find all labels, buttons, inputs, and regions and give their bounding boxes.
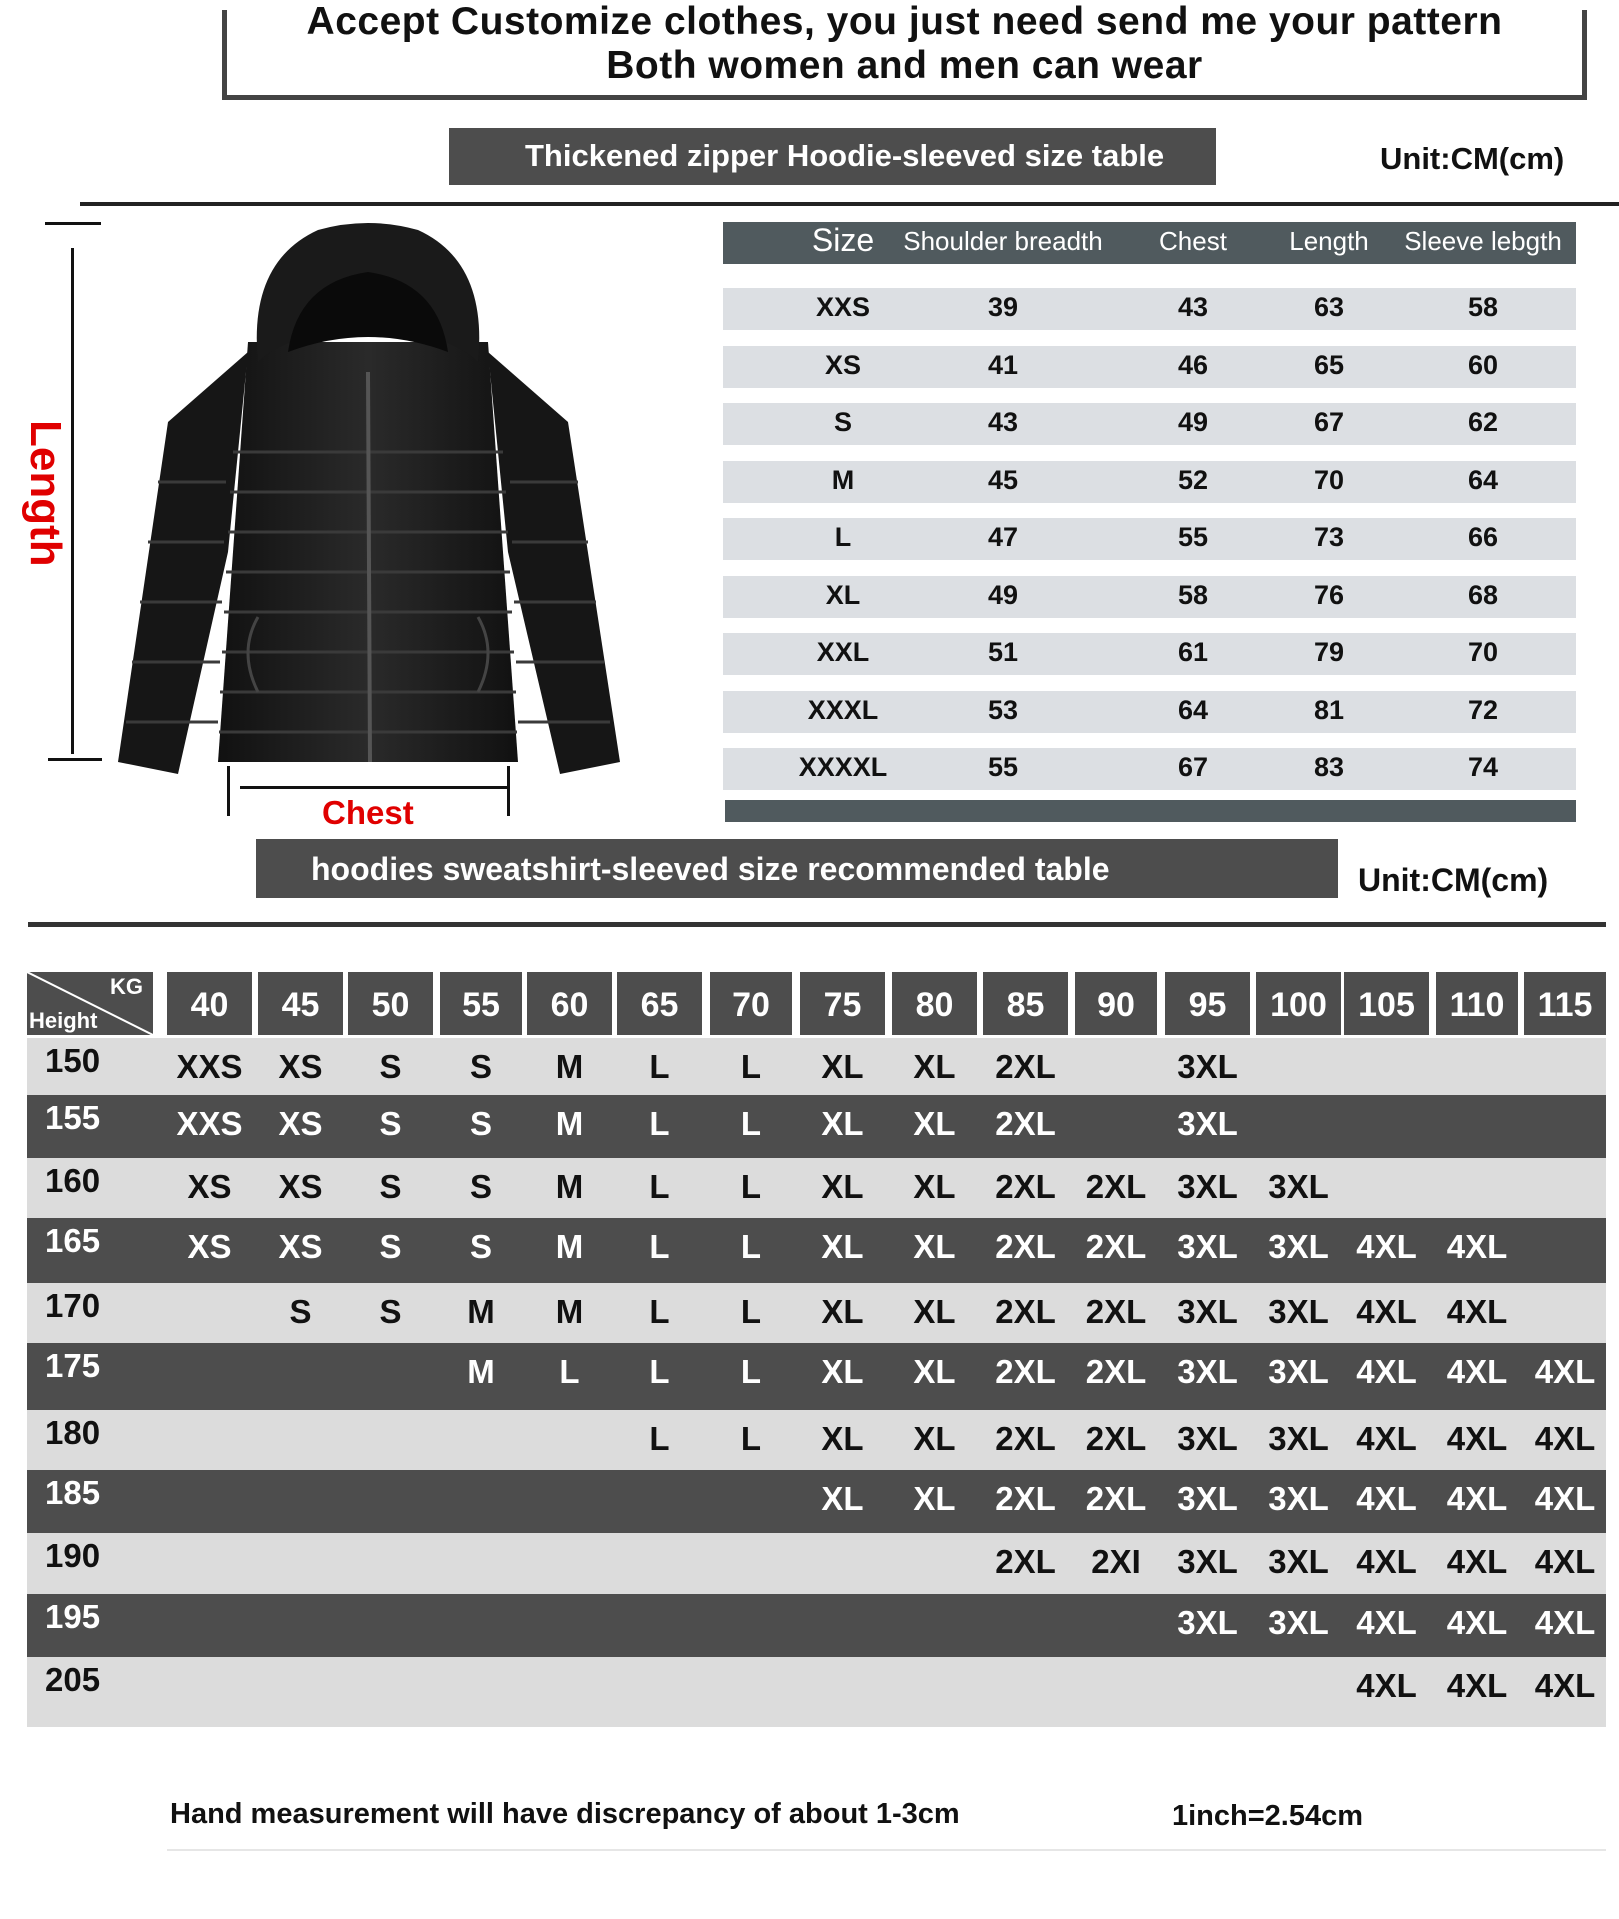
size-cell-sleeve: 66	[1467, 522, 1499, 552]
height-cell: 195	[45, 1598, 101, 1635]
size-recommendation-cell: 3XL	[1268, 1604, 1329, 1641]
kg-header-cell: 100	[1256, 972, 1341, 1035]
size-recommendation-cell: L	[649, 1048, 670, 1085]
kg-header-cell: 45	[258, 972, 343, 1035]
size-recommendation-cell: S	[469, 1105, 492, 1142]
recommend-row	[27, 1158, 1606, 1218]
kg-header-cell: 115	[1524, 972, 1606, 1035]
header-banner	[222, 0, 1587, 100]
size-recommendation-cell: XL	[821, 1228, 864, 1265]
size-recommendation-cell: M	[555, 1048, 584, 1085]
size-recommendation-cell: 2XL	[1085, 1293, 1147, 1330]
recommend-row	[27, 1533, 1606, 1594]
unit-label-1: Unit:CM(cm)	[1380, 141, 1565, 176]
kg-header-cell: 75	[800, 972, 885, 1035]
size-cell-shoulder: 41	[987, 349, 1019, 380]
size-cell-size: S	[833, 407, 852, 437]
size-recommendation-cell: 2XL	[1085, 1420, 1147, 1457]
size-cell-chest: 58	[1177, 579, 1209, 610]
size-recommendation-cell: 2XL	[995, 1048, 1056, 1085]
size-cell-length: 70	[1313, 464, 1345, 495]
size-recommendation-cell: XL	[913, 1293, 956, 1330]
size-recommendation-cell: 3XL	[1268, 1480, 1329, 1517]
height-cell: 205	[45, 1661, 101, 1698]
height-cell: 155	[45, 1099, 101, 1136]
size-recommendation-cell: 2XL	[995, 1543, 1056, 1580]
height-cell: 165	[45, 1222, 101, 1259]
size-recommendation-cell: 2XL	[1085, 1480, 1147, 1517]
size-recommendation-cell: L	[649, 1105, 670, 1142]
footer-divider	[167, 1849, 1606, 1851]
size-recommendation-cell: 4XL	[1356, 1420, 1417, 1457]
size-recommendation-cell: XL	[913, 1353, 956, 1390]
size-recommendation-cell: 4XL	[1534, 1604, 1596, 1641]
size-recommendation-cell: XS	[278, 1168, 323, 1205]
divider-2	[28, 922, 1606, 927]
recommend-table-title: hoodies sweatshirt-sleeved size recommended table	[256, 839, 1338, 898]
size-recommendation-cell: L	[740, 1168, 762, 1205]
kg-header-cell: 65	[617, 972, 702, 1035]
size-recommendation-cell: L	[740, 1228, 762, 1265]
size-recommendation-cell: L	[649, 1353, 670, 1390]
size-table-row	[723, 518, 1576, 560]
kg-header-cell: 60	[527, 972, 612, 1035]
size-cell-chest: 43	[1177, 292, 1209, 322]
size-recommendation-cell: 2XL	[1085, 1228, 1147, 1265]
size-recommendation-cell: 3XL	[1177, 1604, 1238, 1641]
size-recommendation-cell: 3XL	[1268, 1543, 1329, 1580]
size-recommendation-cell: 3XL	[1177, 1543, 1238, 1580]
size-table-footer	[725, 800, 1576, 822]
unit-label-2: Unit:CM(cm)	[1358, 862, 1549, 898]
size-table-row	[723, 633, 1576, 675]
size-recommendation-cell: S	[469, 1048, 492, 1085]
size-recommendation-cell: 3XL	[1177, 1168, 1238, 1205]
size-recommendation-cell: XL	[821, 1480, 864, 1517]
size-cell-size: XXXXL	[798, 752, 888, 782]
recommend-row	[27, 1594, 1606, 1657]
recommend-row	[27, 1283, 1606, 1343]
size-cell-chest: 46	[1177, 349, 1209, 380]
size-recommendation-cell: XS	[278, 1105, 323, 1142]
size-cell-length: 73	[1313, 522, 1345, 552]
size-recommendation-cell: L	[649, 1293, 670, 1330]
recommend-row	[27, 1038, 1606, 1095]
size-recommendation-cell: S	[379, 1105, 402, 1142]
size-recommendation-cell: 4XL	[1446, 1420, 1508, 1457]
size-recommendation-cell: 4XL	[1446, 1293, 1508, 1330]
size-recommendation-cell: XS	[278, 1228, 323, 1265]
size-cell-sleeve: 72	[1467, 694, 1499, 725]
size-recommendation-cell: 2XL	[1085, 1168, 1147, 1205]
size-cell-shoulder: 53	[987, 694, 1019, 725]
size-recommendation-cell: M	[467, 1353, 495, 1390]
height-cell: 150	[45, 1042, 101, 1079]
size-recommendation-cell: XL	[821, 1293, 864, 1330]
recommend-row	[27, 1410, 1606, 1470]
size-cell-chest: 52	[1177, 464, 1209, 495]
size-recommendation-cell: XXS	[176, 1105, 243, 1142]
size-recommendation-cell: S	[379, 1168, 402, 1205]
height-cell: 175	[45, 1347, 101, 1384]
size-cell-shoulder: 55	[987, 752, 1019, 782]
size-table-row	[723, 288, 1576, 330]
chest-label: Chest	[322, 794, 414, 831]
size-recommendation-cell: 4XL	[1534, 1353, 1596, 1390]
size-recommendation-cell: XL	[821, 1353, 864, 1390]
size-recommendation-cell: 2XL	[995, 1293, 1056, 1330]
size-recommendation-cell: XS	[187, 1228, 232, 1265]
size-recommendation-cell: 3XL	[1268, 1228, 1329, 1265]
size-cell-chest: 67	[1177, 752, 1209, 782]
size-recommendation-cell: 4XL	[1446, 1543, 1508, 1580]
height-cell: 185	[45, 1474, 101, 1511]
size-cell-shoulder: 47	[987, 522, 1019, 552]
size-cell-length: 76	[1313, 579, 1345, 610]
size-recommendation-cell: S	[379, 1048, 402, 1085]
size-recommendation-cell: XL	[821, 1168, 864, 1205]
chest-ruler	[240, 786, 508, 789]
size-cell-shoulder: 43	[987, 407, 1019, 437]
size-cell-length: 63	[1313, 292, 1345, 322]
size-cell-shoulder: 39	[987, 292, 1019, 322]
size-cell-sleeve: 60	[1467, 349, 1499, 380]
size-table-row	[723, 748, 1576, 790]
size-cell-chest: 61	[1177, 637, 1209, 667]
chest-ruler-right	[507, 766, 510, 816]
size-recommendation-cell: 2XI	[1091, 1543, 1141, 1580]
size-recommendation-cell: S	[469, 1168, 492, 1205]
size-cell-size: L	[834, 522, 852, 552]
divider-1	[80, 202, 1619, 206]
size-header-sleeve: Sleeve lebgth	[1404, 226, 1562, 256]
kg-header-cell: 90	[1075, 972, 1157, 1035]
size-cell-shoulder: 51	[987, 637, 1019, 667]
kg-header-cell: 110	[1436, 972, 1518, 1035]
header-line-1: Accept Customize clothes, you just need send me your pattern	[306, 0, 1503, 43]
size-recommendation-cell: 3XL	[1177, 1293, 1238, 1330]
size-recommendation-cell: M	[555, 1293, 584, 1330]
size-recommendation-cell: XL	[913, 1048, 956, 1085]
size-cell-sleeve: 74	[1467, 752, 1499, 782]
size-recommendation-cell: S	[379, 1228, 402, 1265]
chest-ruler-left	[227, 766, 230, 816]
size-header-size: Size	[811, 222, 875, 258]
size-recommendation-cell: XS	[187, 1168, 232, 1205]
size-recommendation-cell: 4XL	[1446, 1228, 1508, 1265]
size-recommendation-cell: XL	[821, 1420, 864, 1457]
size-cell-length: 67	[1313, 407, 1345, 437]
recommend-row	[27, 1218, 1606, 1283]
size-recommendation-cell: L	[649, 1168, 670, 1205]
size-table-row	[723, 691, 1576, 733]
size-recommendation-cell: 4XL	[1356, 1293, 1417, 1330]
corner-height-label: Height	[29, 1008, 98, 1033]
kg-header-cell: 95	[1165, 972, 1250, 1035]
size-cell-sleeve: 68	[1467, 579, 1499, 610]
size-cell-sleeve: 62	[1467, 407, 1499, 437]
size-recommendation-cell: M	[555, 1105, 584, 1142]
size-recommendation-cell: 2XL	[995, 1105, 1056, 1142]
size-recommendation-cell: 2XL	[995, 1420, 1056, 1457]
size-recommendation-cell: 3XL	[1177, 1048, 1238, 1085]
size-cell-size: XS	[824, 349, 862, 380]
size-cell-size: XXS	[815, 292, 871, 322]
size-recommendation-cell: 4XL	[1356, 1353, 1417, 1390]
kg-header-cell: 50	[348, 972, 433, 1035]
size-recommendation-cell: 4XL	[1534, 1667, 1596, 1704]
size-recommendation-cell: 3XL	[1177, 1353, 1238, 1390]
size-recommendation-cell: L	[740, 1048, 762, 1085]
size-cell-size: M	[831, 464, 855, 495]
height-cell: 180	[45, 1414, 101, 1451]
size-recommendation-cell: 2XL	[995, 1480, 1056, 1517]
kg-header-cell: 85	[983, 972, 1068, 1035]
size-recommendation-cell: L	[559, 1353, 580, 1390]
size-recommendation-cell: 2XL	[995, 1168, 1056, 1205]
size-header-shoulder: Shoulder breadth	[903, 226, 1103, 256]
length-ruler-top	[45, 222, 101, 225]
conversion-note: 1inch=2.54cm	[1172, 1800, 1364, 1832]
size-recommendation-cell: 4XL	[1356, 1667, 1417, 1704]
corner-kg-label: KG	[110, 974, 143, 999]
size-recommendation-cell: 3XL	[1177, 1228, 1238, 1265]
size-recommendation-cell: 4XL	[1446, 1667, 1508, 1704]
size-recommendation-cell: 2XL	[995, 1353, 1056, 1390]
size-recommendation-cell: XL	[821, 1105, 864, 1142]
size-recommendation-cell: S	[469, 1228, 492, 1265]
size-cell-length: 65	[1313, 349, 1345, 380]
size-cell-length: 79	[1313, 637, 1345, 667]
size-recommendation-cell: 2XL	[995, 1228, 1056, 1265]
kg-header-cell: 105	[1344, 972, 1429, 1035]
kg-header-cell: 70	[710, 972, 792, 1035]
size-recommendation-cell: XL	[913, 1168, 956, 1205]
size-recommendation-cell: M	[555, 1228, 584, 1265]
size-recommendation-cell: XL	[913, 1105, 956, 1142]
size-recommendation-cell: L	[740, 1293, 762, 1330]
size-recommendation-cell: 4XL	[1534, 1480, 1596, 1517]
kg-header-cell: 80	[892, 972, 977, 1035]
length-label: Length	[21, 420, 70, 567]
size-recommendation-cell: XL	[913, 1228, 956, 1265]
size-recommendation-cell: S	[379, 1293, 402, 1330]
jacket-image	[108, 222, 628, 782]
length-ruler-bottom	[48, 758, 102, 761]
size-recommendation-cell: 3XL	[1177, 1480, 1238, 1517]
length-ruler	[71, 248, 74, 754]
size-recommendation-cell: 3XL	[1268, 1353, 1329, 1390]
height-cell: 160	[45, 1162, 101, 1199]
size-recommendation-cell: 4XL	[1534, 1543, 1596, 1580]
height-cell: 190	[45, 1537, 101, 1574]
size-recommendation-cell: 4XL	[1356, 1480, 1417, 1517]
size-recommendation-cell: XS	[278, 1048, 323, 1085]
size-header-length: Length	[1289, 226, 1369, 256]
size-cell-chest: 55	[1177, 522, 1209, 552]
kg-header-cell: 40	[167, 972, 252, 1035]
size-cell-size: XL	[825, 579, 861, 610]
size-recommendation-cell: 4XL	[1356, 1543, 1417, 1580]
size-cell-sleeve: 70	[1467, 637, 1499, 667]
size-cell-shoulder: 45	[987, 464, 1019, 495]
size-cell-length: 83	[1313, 752, 1345, 782]
size-recommendation-cell: XL	[821, 1048, 864, 1085]
size-table-header	[723, 222, 1576, 264]
size-recommendation-cell: L	[649, 1420, 670, 1457]
recommend-row	[27, 1657, 1606, 1727]
size-recommendation-cell: M	[467, 1293, 495, 1330]
size-cell-length: 81	[1313, 694, 1345, 725]
size-recommendation-cell: M	[555, 1168, 584, 1205]
size-recommendation-cell: 4XL	[1356, 1604, 1417, 1641]
size-recommendation-cell: 4XL	[1446, 1480, 1508, 1517]
recommend-row	[27, 1343, 1606, 1410]
measurement-note: Hand measurement will have discrepancy of about 1-3cm	[170, 1798, 960, 1830]
size-recommendation-cell: XL	[913, 1480, 956, 1517]
size-table-title: Thickened zipper Hoodie-sleeved size table	[449, 128, 1216, 185]
size-cell-size: XXXL	[807, 694, 879, 725]
size-recommendation-cell: 4XL	[1446, 1604, 1508, 1641]
size-recommendation-cell: XL	[913, 1420, 956, 1457]
header-line-2: Both women and men can wear	[606, 44, 1203, 87]
size-cell-chest: 49	[1177, 407, 1209, 437]
size-cell-sleeve: 58	[1467, 292, 1499, 322]
size-recommendation-cell: 4XL	[1446, 1353, 1508, 1390]
size-table-row	[723, 403, 1576, 445]
size-recommendation-cell: 3XL	[1268, 1420, 1329, 1457]
size-table-row	[723, 346, 1576, 388]
size-table-row	[723, 461, 1576, 503]
size-cell-size: XXL	[816, 637, 870, 667]
size-recommendation-cell: 3XL	[1268, 1293, 1329, 1330]
size-cell-sleeve: 64	[1467, 464, 1499, 495]
height-cell: 170	[45, 1287, 101, 1324]
size-recommendation-cell: 3XL	[1177, 1105, 1238, 1142]
size-recommendation-cell: 4XL	[1534, 1420, 1596, 1457]
size-recommendation-cell: S	[289, 1293, 312, 1330]
size-table-row	[723, 576, 1576, 618]
size-header-chest: Chest	[1159, 226, 1227, 256]
recommend-corner-cell	[27, 972, 153, 1035]
size-recommendation-cell: 3XL	[1268, 1168, 1329, 1205]
size-recommendation-cell: L	[740, 1420, 762, 1457]
size-recommendation-cell: L	[740, 1353, 762, 1390]
size-cell-shoulder: 49	[987, 579, 1019, 610]
size-recommendation-cell: 4XL	[1356, 1228, 1417, 1265]
recommend-row	[27, 1095, 1606, 1158]
kg-header-cell: 55	[440, 972, 522, 1035]
size-cell-chest: 64	[1177, 694, 1209, 725]
size-recommendation-cell: L	[649, 1228, 670, 1265]
size-recommendation-cell: L	[740, 1105, 762, 1142]
size-recommendation-cell: 3XL	[1177, 1420, 1238, 1457]
recommend-row	[27, 1470, 1606, 1533]
size-recommendation-cell: 2XL	[1085, 1353, 1147, 1390]
size-recommendation-cell: XXS	[176, 1048, 243, 1085]
